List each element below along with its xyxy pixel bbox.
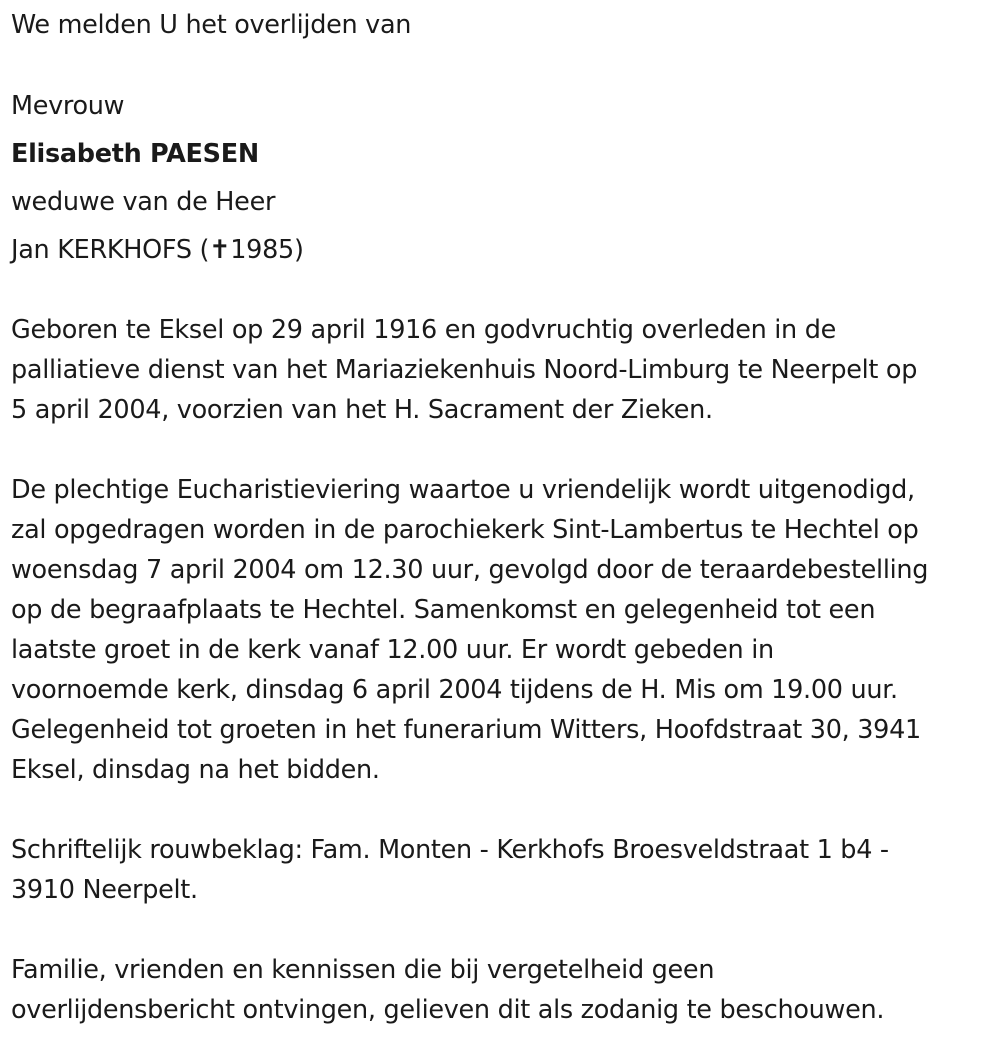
paragraph-line: De plechtige Eucharistieviering waartoe u vriendelijk wordt uitgenodigd, bbox=[11, 475, 915, 505]
paragraph-line: op de begraafplaats te Hechtel. Samenkomst en gelegenheid tot een bbox=[11, 595, 876, 625]
paragraph-line: Schriftelijk rouwbeklag: Fam. Monten - Kerkhofs Broesveldstraat 1 b4 - bbox=[11, 835, 889, 865]
spouse-name: Jan KERKHOFS (✝1985) bbox=[11, 235, 304, 265]
closing-paragraph bbox=[11, 950, 884, 1030]
paragraph-line: laatste groet in de kerk vanaf 12.00 uur. Er wordt gebeden in bbox=[11, 635, 774, 665]
paragraph-line: palliatieve dienst van het Mariaziekenhuis Noord-Limburg te Neerpelt op bbox=[11, 355, 918, 385]
paragraph-line: zal opgedragen worden in de parochiekerk Sint-Lambertus te Hechtel op bbox=[11, 515, 919, 545]
paragraph-line: woensdag 7 april 2004 om 12.30 uur, gevolgd door de teraardebestelling bbox=[11, 555, 929, 585]
paragraph-line: voornoemde kerk, dinsdag 6 april 2004 tijdens de H. Mis om 19.00 uur. bbox=[11, 675, 898, 705]
condolence-address-paragraph bbox=[11, 830, 889, 910]
paragraph-line: 3910 Neerpelt. bbox=[11, 875, 198, 905]
honorific: Mevrouw bbox=[11, 91, 125, 121]
intro-text: We melden U het overlijden van bbox=[11, 10, 412, 40]
paragraph-line: Eksel, dinsdag na het bidden. bbox=[11, 755, 380, 785]
birth-death-paragraph bbox=[11, 310, 917, 430]
paragraph-line: Geboren te Eksel op 29 april 1916 en godvruchtig overleden in de bbox=[11, 315, 837, 345]
paragraph-line: Gelegenheid tot groeten in het funerarium Witters, Hoofdstraat 30, 3941 bbox=[11, 715, 921, 745]
funeral-service-paragraph bbox=[11, 470, 928, 790]
paragraph-line: Familie, vrienden en kennissen die bij vergetelheid geen bbox=[11, 955, 715, 985]
widow-of-text: weduwe van de Heer bbox=[11, 187, 276, 217]
deceased-name: Elisabeth PAESEN bbox=[11, 139, 259, 169]
paragraph-line: 5 april 2004, voorzien van het H. Sacrament der Zieken. bbox=[11, 395, 713, 425]
paragraph-line: overlijdensbericht ontvingen, gelieven dit als zodanig te beschouwen. bbox=[11, 995, 885, 1025]
